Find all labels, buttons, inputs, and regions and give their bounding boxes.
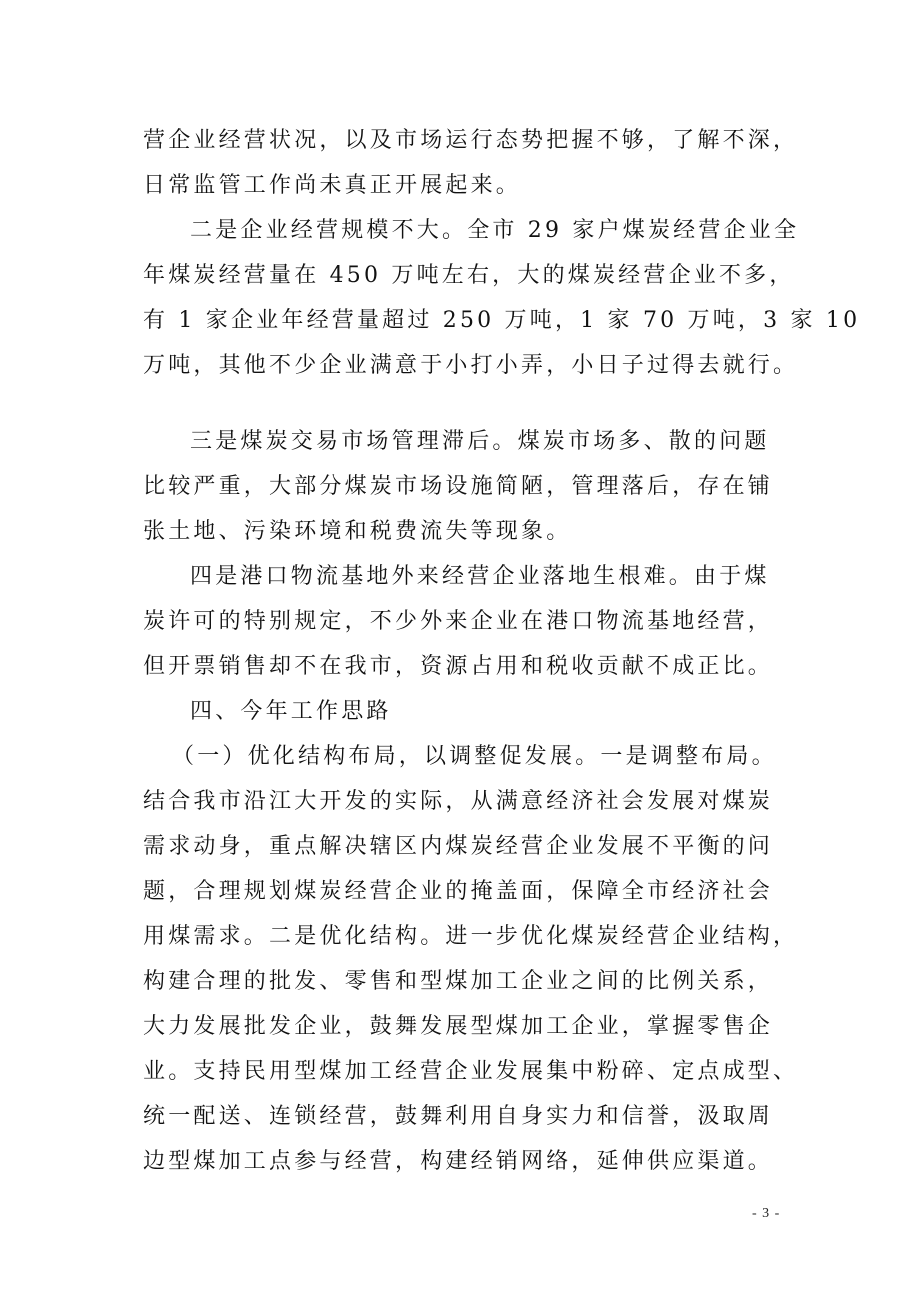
text-line: 题，合理规划煤炭经营企业的掩盖面，保障全市经济社会: [143, 879, 774, 904]
text-line: 年煤炭经营量在 450 万吨左右，大的煤炭经营企业不多，: [143, 263, 795, 288]
paragraph-start: 四是港口物流基地外来经营企业落地生根难。由于煤: [190, 564, 770, 589]
text-line: 构建合理的批发、零售和型煤加工企业之间的比例关系，: [143, 969, 774, 994]
text-line: 需求动身，重点解决辖区内煤炭经营企业发展不平衡的问: [143, 834, 774, 859]
paragraph-start: 二是企业经营规模不大。全市 29 家户煤炭经营企业全: [190, 218, 800, 243]
text-line: 大力发展批发企业，鼓舞发展型煤加工企业，掌握零售企: [143, 1014, 774, 1039]
section-heading: 四、今年工作思路: [190, 699, 392, 724]
text-line: 结合我市沿江大开发的实际，从满意经济社会发展对煤炭: [143, 789, 774, 814]
text-line: 万吨，其他不少企业满意于小打小弄，小日子过得去就行。: [143, 353, 799, 378]
text-line: 张土地、污染环境和税费流失等现象。: [143, 519, 572, 544]
text-line: 用煤需求。二是优化结构。进一步优化煤炭经营企业结构，: [143, 924, 799, 949]
text-line: 日常监管工作尚未真正开展起来。: [143, 173, 522, 198]
text-line: 边型煤加工点参与经营，构建经销网络，延伸供应渠道。: [143, 1149, 774, 1174]
text-line: 比较严重，大部分煤炭市场设施简陋，管理落后，存在铺: [143, 474, 774, 499]
text-line: 业。支持民用型煤加工经营企业发展集中粉碎、定点成型、: [143, 1059, 799, 1084]
text-line: 营企业经营状况，以及市场运行态势把握不够，了解不深，: [143, 128, 799, 153]
text-line: 但开票销售却不在我市，资源占用和税收贡献不成正比。: [143, 654, 774, 679]
paragraph-start: 三是煤炭交易市场管理滞后。煤炭市场多、散的问题: [190, 429, 770, 454]
page-number: - 3 -: [752, 1206, 781, 1221]
text-line: 炭许可的特别规定，不少外来企业在港口物流基地经营，: [143, 609, 774, 634]
paragraph-start: （一）优化结构布局，以调整促发展。一是调整布局。: [172, 744, 777, 769]
text-line: 统一配送、连锁经营，鼓舞利用自身实力和信誉，汲取周: [143, 1104, 774, 1129]
text-line: 有 1 家企业年经营量超过 250 万吨，1 家 70 万吨，3 家 10: [143, 308, 861, 333]
